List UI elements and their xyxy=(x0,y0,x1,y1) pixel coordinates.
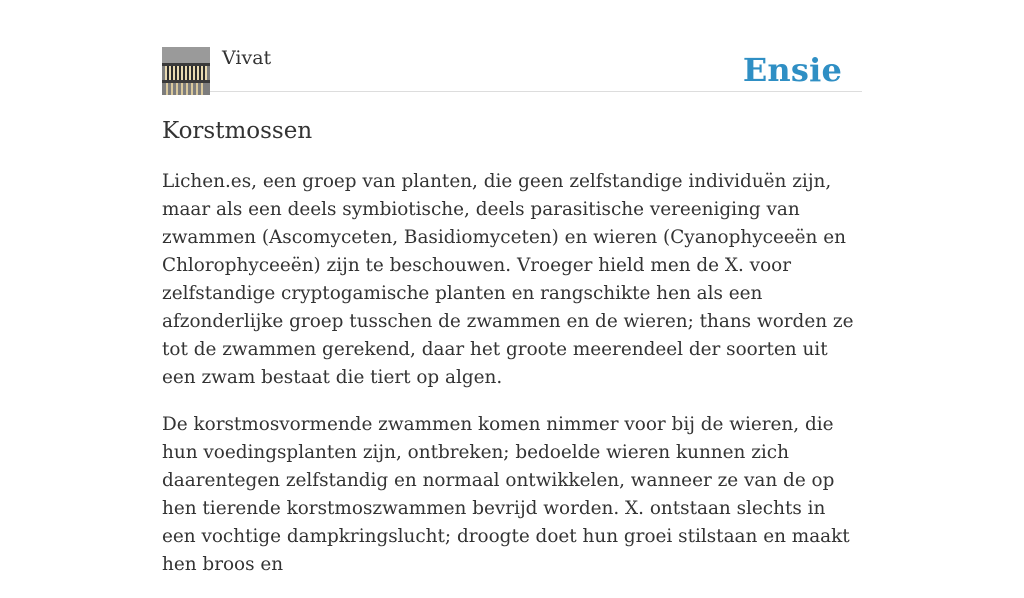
paragraph: Lichen.es, een groep van planten, die geen zelfstandige individuën zijn, maar als een deels symbiotische, deels parasitische vereeniging van zwammen (Ascomyceten, Basidiomyceten) en wieren (Cyanophyceeën en Chlorophyceeën) zijn te beschouwen. Vroeger hield men de X. voor zelfstandige cryptogamische planten en rangschikte hen als een afzonderlijke groep tusschen de zwammen en de wieren; thans worden ze tot de zwammen gerekend, daar het groote meerendeel der soorten uit een zwam bestaat die tiert op algen. xyxy=(162,171,854,388)
paragraph: De korstmosvormende zwammen komen nimmer voor bij de wieren, die hun voedingsplanten zijn, ontbreken; bedoelde wieren kunnen zich daarentegen zelfstandig en normaal ontwikkelen, wanneer ze van de op hen tierende korstmoszwammen bevrijd worden. X. ontstaan slechts in een vochtige dampkringslucht; droogte doet hun groei stilstaan en maakt hen broos en xyxy=(162,414,850,575)
brand-logo[interactable]: Ensie xyxy=(742,51,842,89)
source-avatar[interactable] xyxy=(162,47,210,95)
source-name[interactable]: Vivat xyxy=(222,47,272,69)
page-title: Korstmossen xyxy=(162,118,313,144)
header xyxy=(162,0,862,92)
article-body xyxy=(162,168,862,598)
bookshelf-avatar-icon xyxy=(162,47,210,95)
page xyxy=(162,0,862,575)
